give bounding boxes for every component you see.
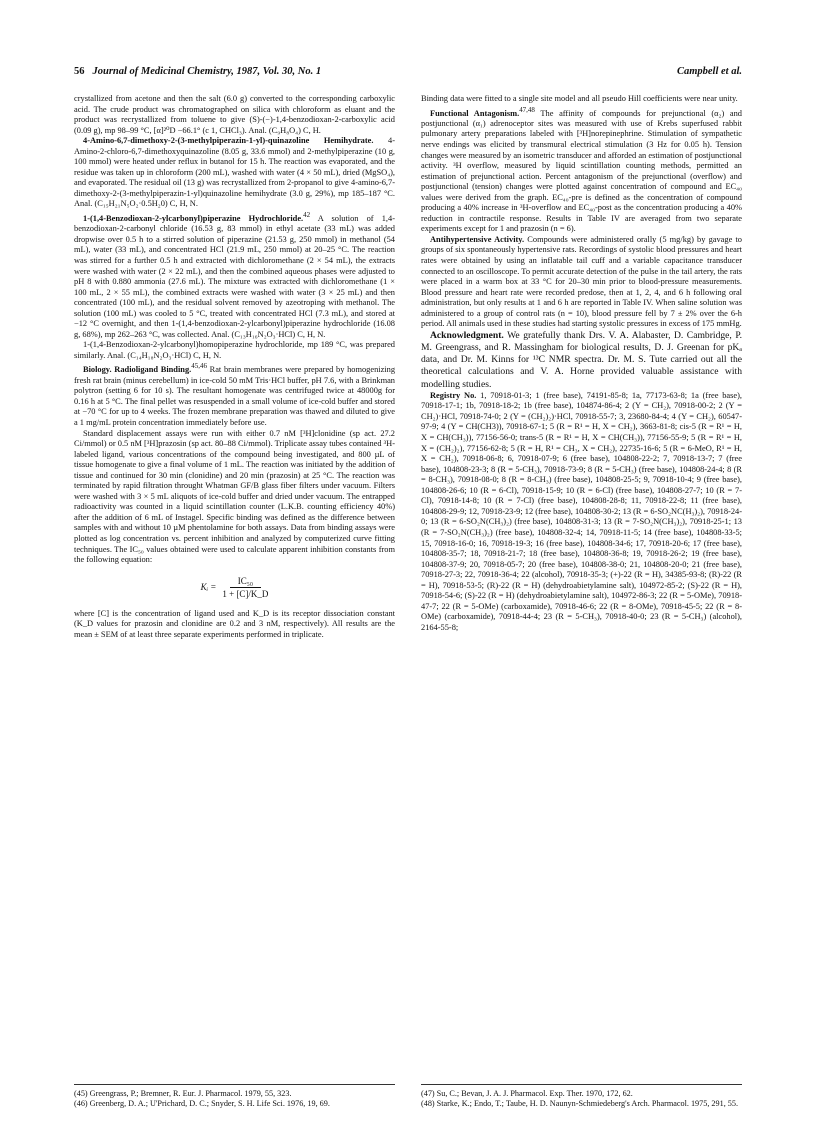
paragraph-body: The affinity of compounds for prejunctional (α₂) and postjunctional (α₁) adrenoceptor sites was measured with use of Krebs superfused rabbit pulmonary artery preparations labeled with [³H]norepinephrine. Stimulation of sympathetic nerve endings was elicited by transmural electrical stimulation (3 Hz for 0.05 h). Tension changes were measured by an isometric transducer and afforded an estimation of postjunctional activity. ³H overflow, measured by liquid scintillation counting methods, permitted an estimation of prejunctional action. Percent antagonism of the prejunctional (overflow) and postjunctional (tension) changes were plotted against concentration of compound and EC₄₀ values were derived from the graph. EC₄₀-pre is defined as the concentration of compound producing a 40% increase in ³H-overflow and EC₄₀-post as the concentration producing a 40% reduction in contractile response. Results in Table IV are averaged from two separate experiments except for 1 and prazosin (n = 6).	[421, 108, 742, 234]
footnote-rule	[74, 1084, 395, 1085]
right-column	[421, 94, 742, 633]
paragraph-body: Rat brain membranes were prepared by homogenizing fresh rat brain (minus cerebellum) in ice-cold 50 mM Tris·HCl buffer, pH 7.6, with a Brinkman polytron (setting 6 for 10 s). The resultant homogenate was centrifuged twice at 48000g for 0.16 h at 5 °C. The final pellet was resuspended in a small volume of ice-cold buffer and stored at −70 °C for up to 4 weeks. The frozen membrane preparation was thawed and diluted to give a 1 mg/mL protein concentration immediately before use.	[74, 365, 396, 427]
footnote: (46) Greenberg, D. A.; U'Prichard, D. C.; Snyder, S. H. Life Sci. 1976, 19, 69.	[74, 1099, 330, 1109]
registry-numbers	[421, 391, 742, 634]
reference-marker: 47,48	[519, 105, 535, 114]
running-header	[74, 66, 742, 77]
paragraph-body: 4-Amino-2-chloro-6,7-dimethoxyquinazoline (8.05 g, 33.6 mmol) and 2-methylpiperazine (10 g, 100 mmol) were heated under reflux in butanol for 15 h. The reaction was evaporated, and the residue was taken up in chloroform (200 mL), washed with water (4 × 50 mL), dried (MgSO₄), and evaporated. The residual oil (13 g) was recrystallized from 2-propanol to give 4-amino-6,7-dimethoxy-2-(3-methylpiperazin-1-yl)quinazoline hemihydrate (3.0 g, 29%), mp 185–187 °C. Anal. (C₁₅H₂₁N₅O₂·0.5H₂0) C, H, N.	[74, 136, 395, 209]
equation-lhs: Kᵢ =	[200, 582, 217, 593]
paragraph	[74, 210, 395, 340]
footnote-rule	[421, 1084, 742, 1085]
section-heading: Biology. Radioligand Binding.	[83, 365, 192, 375]
footnote: (47) Su, C.; Bevan, J. A. J. Pharmacol. Exp. Ther. 1970, 172, 62.	[421, 1089, 633, 1098]
header-authors: Campbell et al.	[676, 66, 742, 77]
page-number: 56	[74, 66, 85, 77]
section-heading: Acknowledgment.	[430, 329, 504, 341]
section-heading: Functional Antagonism.	[430, 108, 520, 118]
paragraph	[421, 105, 742, 235]
reference-marker: 45,46	[191, 362, 207, 371]
paragraph-body: 1, 70918-01-3; 1 (free base), 74191-85-8; 1a, 77173-63-8; 1a (free base), 70918-17-1; 1b, 70918-18-2; 1b (free base), 104874-86-4; 2 (Y = CH₂), 70918-00-2; 2 (Y = CH₂)·HCl, 70918-74-0; 2 (Y = (CH₂)₂)·HCl, 70918-55-7; 3, 23680-84-4; 4 (Y = CH₂), 60547-97-9; 4 (Y = CH(CH3)), 70918-67-1; 5 (R = R¹ = H, X = CH₂), 3663-81-8; cis-5 (R = R¹ = H, X = CH(CH₃)), 77156-56-0; trans-5 (R = R¹ = H, X = CH(CH₃)), 77156-55-9; 5 (R = R¹ = H, X = (CH₂)₂), 77156-62-8; 5 (R = H, R¹ = CH₃, X = CH₂), 22735-16-6; 5 (R = 6-MeO, R¹ = H, X = CH₂), 70918-06-8; 6, 70918-07-9; 6 (free base), 104808-22-2; 7, 70918-13-7; 7 (free base), 104808-23-3; 8 (R = 5-CH₃), 70918-73-9; 8 (R = 5-CH₃) (free base), 104808-24-4; 8 (R = 8-CH₃), 70918-08-0; 8 (R = 8-CH₃) (free base), 104808-25-5; 9, 70918-10-4; 9 (free base), 104808-26-6; 10 (R = 6-Cl), 70918-15-9; 10 (R = 6-Cl) (free base), 104808-27-7; 10 (R = 7-Cl), 70918-14-8; 10 (R = 7-Cl) (free base), 104808-28-8; 11, 70918-22-8; 11 (free base), 104808-29-9; 12, 70918-23-9; 12 (free base), 104808-30-2; 13 (R = 6-SO₂NC(H₃)₂), 70918-24-0; 13 (R = 6-SO₂N(CH₃)₂) (free base), 104808-31-3; 13 (R = 7-SO₂N(CH₃)₂), 70918-25-1; 13 (R = 7-SO₂N(CH₃)₂) (free base), 104808-32-4; 14, 70918-11-5; 14 (free base), 104808-33-5; 15, 70918-16-0; 16, 70918-19-3; 16 (free base), 104808-34-6; 17, 70918-20-6; 17 (free base), 104808-35-7; 18, 70918-21-7; 18 (free base), 104808-36-8; 19, 70918-26-2; 19 (free base), 104808-37-9; 20, 70918-05-7; 20 (free base), 104808-38-0; 21, 104808-20-0; 21 (free base), 70918-27-3; 22, 70918-36-4; 22 (alcohol), 70918-35-3; (+)-22 (R = H), 34385-93-8; (R)-22 (R = H), 70918-53-5; (R)-22 (R = H) (dehydroabietylamine salt), 104972-85-2; (S)-22 (R = H), 70918-54-6; (S)-22 (R = H) (dehydroabietylamine salt), 104972-86-3; 22 (R = 5-OMe), 70918-47-7; 22 (R = 5-OMe) (carboxamide), 70918-46-6; 22 (R = 8-OMe), 70918-45-5; 22 (R = 8-OMe) (carboxamide), 70918-44-4; 23 (R = 5-CH₃), 70918-40-0; 23 (R = 5-CH₃) (alcohol), 2164-55-8;	[421, 390, 743, 632]
section-heading: 4-Amino-6,7-dimethoxy-2-(3-methylpiperazin-1-yl)-quinazoline Hemihydrate.	[83, 136, 374, 146]
section-heading: 1-(1,4-Benzodioxan-2-ylcarbonyl)piperazine Hydrochloride.	[83, 213, 304, 223]
paragraph: where [C] is the concentration of ligand used and K_D is its receptor dissociation constant (K_D values for prazosin and clonidine are 0.2 and 3 nM, respectively). All results are the mean ± SEM of at least three separate experiments performed in triplicate.	[74, 608, 395, 639]
journal-citation: Journal of Medicinal Chemistry, 1987, Vol. 30, No. 1	[92, 66, 322, 77]
header-left	[74, 66, 321, 77]
paragraph	[74, 136, 395, 210]
left-column	[74, 94, 395, 640]
paragraph: Standard displacement assays were run with either 0.7 nM [³H]clonidine (sp act. 27.2 Ci/mmol) or 0.5 nM [³H]prazosin (sp act. 80–88 Ci/mmol). Triplicate assay tubes contained ³H-labeled ligand, various concentrations of the compound being investigated, and 800 µL of tissue homogenate to give a final volume of 1 mL. The reaction was initiated by the addition of tissue and continued for 30 min (clonidine) and 20 min (prazosin) at 25 °C. The reaction was terminated by rapid filtration throught Whatman GF/B glass fiber filters under vacuum. Filters were washed with 3 × 5 mL aliquots of ice-cold buffer and dried under vacuum. The entrapped radioactivity was counted in a liquid scintillation counter (L.K.B. counting efficiency 40%) after the addition of 6 mL of Instagel. Specific binding was defined as the difference between samples with and without 10 µM phentolamine for both assays. Data from binding assays were plotted as log concentration vs. percent inhibition and analyzed by computerized curve fitting techniques. The IC₅₀ values obtained were used to calculate apparent inhibition constants from the following equation:	[74, 428, 395, 565]
paragraph-body: A solution of 1,4-benzodioxan-2-carbonyl chloride (16.53 g, 83 mmol) in ethyl acetate (33 mL) was added dropwise over 0.5 h to a stirred solution of piperazine (21.53 g, 250 mmol) in methanol (54 mL), water (33 mL), and concentrated HCl (21.9 mL, 250 mmol) at 20–25 °C. The reaction was stirred for a further 0.5 h and extracted with dichloromethane (2 × 54 mL), the extracts were washed with water (2 × 22 mL), and then the combined aqueous phases were adjusted to pH 8 with 0.880 ammonia (27.6 mL). The mixture was extracted with dichloromethane (1 × 100 mL, 2 × 55 mL), the combined extracts were washed with water (3 × 25 mL) and then concentrated (100 mL), and the residual solvent removed by azeotroping with methanol. The solution (100 mL) was cooled to 5 °C, treated with concentrated HCl (7.3 mL), and stored at −12 °C overnight, and then 1-(1,4-benzodioxan-2-ylcarbonyl)piperazine hydrochloride (16.08 g, 68%), mp 262–263 °C, was collected. Anal. (C₁₃H₁₆N₂O₃·HCl) C, H, N.	[74, 213, 395, 339]
section-heading: Registry No.	[430, 390, 477, 400]
equation-numerator: IC₅₀	[230, 576, 261, 589]
acknowledgment	[421, 330, 742, 391]
equation	[74, 576, 395, 600]
footnote: (45) Greengrass, P.; Bremner, R. Eur. J. Pharmacol. 1979, 55, 323.	[74, 1089, 292, 1098]
equation-fraction	[222, 576, 268, 600]
paragraph: 1-(1,4-Benzodioxan-2-ylcarbonyl)homopiperazine hydrochloride, mp 189 °C, was prepared similarly. Anal. (C₁₄H₁₈N₂O₃·HCl) C, H, N.	[74, 340, 395, 360]
paragraph	[74, 361, 395, 428]
footnote: (48) Starke, K.; Endo, T.; Taube, H. D. Naunyn-Schmiedeberg's Arch. Pharmacol. 1975, 291, 55.	[421, 1099, 739, 1109]
paragraph	[421, 235, 742, 330]
footnotes-left	[74, 1089, 395, 1110]
reference-marker: 42	[303, 211, 311, 220]
section-heading: Antihypertensive Activity.	[430, 234, 525, 244]
footnotes-right	[421, 1089, 742, 1110]
paragraph-body: Compounds were administered orally (5 mg/kg) by gavage to groups of six spontaneously hypertensive rats. Recordings of systolic blood pressures and heart rates were obtained by using an inflatable tail cuff and a variable capacitance transducer connected to an oscilloscope. To permit accurate detection of the pulse in the tail artery, the rats were placed in a warm box at 33 °C for 20–30 min prior to blood-pressure measurements. Blood pressure and heart rate were recorded predose, then at 1, 2, 4, and 6 h following oral administration, but only results at 1 and 6 h are reported in Table IV. When saline solution was administered to a group of control rats (n = 10), blood pressure fell by 7 ± 2% over the 6-h period. All animals used in these studies had starting systolic pressures in excess of 175 mmHg.	[421, 234, 742, 329]
paragraph: Binding data were fitted to a single site model and all pseudo Hill coefficients were near unity.	[421, 94, 738, 103]
paragraph-body: We gratefully thank Drs. V. A. Alabaster, D. Cambridge, P. M. Greengrass, and R. Massingham for biological results, D. J. Greenan for pKₐ data, and Dr. M. Kinns for ¹³C NMR spectra. Dr. M. S. Tute carried out all the theoretical calculations and V. A. Horne provided valuable assistance with modelling studies.	[421, 329, 742, 390]
equation-denominator: 1 + [C]/K_D	[222, 589, 269, 600]
paragraph: crystallized from acetone and then the salt (6.0 g) converted to the corresponding carboxylic acid. The crude product was chromatographed on silica with chloroform as eluant and the product was recrystallized from toluene to give (S)-(−)-1,4-benzodioxan-2-carboxylic acid (0.09 g), mp 98–99 °C, [α]²⁰D −66.1° (c 1, CHCl₃). Anal. (C₉H₈O₄) C, H.	[74, 94, 395, 135]
